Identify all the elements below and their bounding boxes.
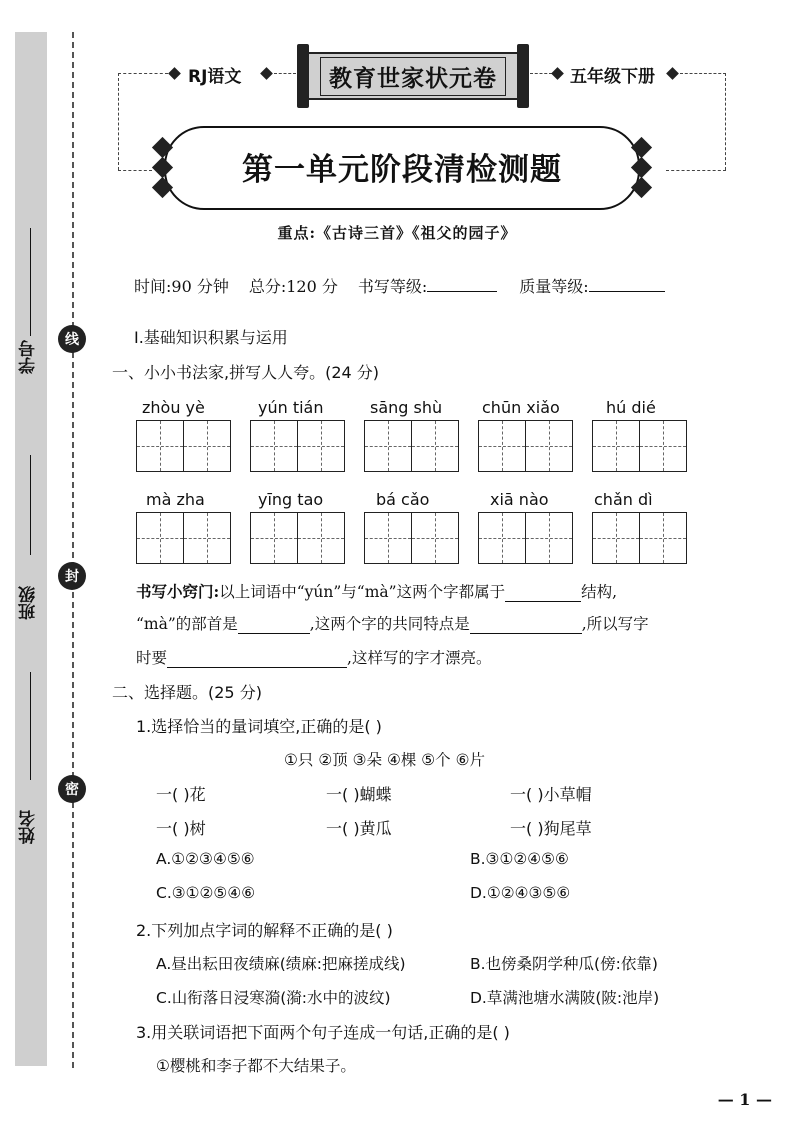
fill-item[interactable]: 一( )花: [156, 785, 206, 804]
class-label: 班级: [19, 586, 39, 620]
scroll-body: [307, 52, 519, 100]
header-rule: [530, 73, 552, 74]
cut-line: [72, 32, 74, 1068]
tip-text: 以上词语中“yún”与“mà”这两个字都属于: [219, 583, 506, 601]
question-3-sentence-1: ①樱桃和李子都不大结果子。: [156, 1057, 356, 1075]
writing-grid-cell[interactable]: [592, 420, 640, 472]
writing-grid-cell[interactable]: [478, 512, 526, 564]
writing-grid-cell[interactable]: [297, 420, 345, 472]
writing-grid-cell[interactable]: [297, 512, 345, 564]
header-vrule-right: [725, 73, 726, 170]
option-a[interactable]: A.①②③④⑤⑥: [156, 850, 255, 868]
pinyin-label: sāng shù: [370, 398, 443, 417]
student-no-label: 学号: [19, 340, 39, 374]
fill-item[interactable]: 一( )蝴蝶: [326, 785, 392, 804]
question-2-stem: 2.下列加点字词的解释不正确的是( ): [136, 921, 393, 940]
header-rule-right: [680, 73, 726, 74]
diamond-icon: [260, 67, 273, 80]
seal-line-mark: 线: [58, 325, 86, 353]
quality-grade-label: 质量等级:: [519, 277, 589, 296]
part1-title: Ⅰ.基础知识积累与运用: [134, 328, 288, 347]
fill-item[interactable]: 一( )狗尾草: [510, 819, 592, 838]
scroll-rod-right: [517, 44, 529, 108]
tip-text: ,这两个字的共同特点是: [309, 615, 470, 633]
tip-text: 时要: [136, 649, 168, 667]
pinyin-label: mà zha: [146, 490, 205, 509]
tip-blank-radical[interactable]: [238, 616, 310, 634]
option-a[interactable]: A.昼出耘田夜绩麻(绩麻:把麻搓成线): [156, 955, 406, 973]
score-info: 总分:120 分: [248, 277, 338, 296]
question-1-stem: 1.选择恰当的量词填空,正确的是( ): [136, 717, 382, 736]
page-title: 第一单元阶段清检测题: [242, 152, 562, 188]
quality-grade-field[interactable]: [589, 274, 665, 292]
writing-grid-cell[interactable]: [250, 512, 298, 564]
series-title: 教育世家状元卷: [320, 57, 506, 96]
writing-grid-cell[interactable]: [136, 420, 184, 472]
tip-blank-method[interactable]: [167, 650, 347, 668]
header-rule: [274, 73, 296, 74]
student-no-field[interactable]: [30, 228, 31, 336]
tip-text: 结构,: [581, 583, 618, 601]
writing-grade-field[interactable]: [427, 274, 497, 292]
writing-grid-cell[interactable]: [478, 420, 526, 472]
tip-text: “mà”的部首是: [136, 615, 238, 633]
writing-grade-label: 书写等级:: [357, 277, 428, 296]
diamond-icon: [666, 67, 679, 80]
option-b[interactable]: B.③①②④⑤⑥: [470, 850, 569, 868]
writing-grid-cell[interactable]: [592, 512, 640, 564]
header-vrule-left: [118, 73, 119, 170]
section2-title: 二、选择题。(25 分): [112, 683, 262, 702]
diamond-icon: [168, 67, 181, 80]
tip-label: 书写小窍门:: [136, 582, 220, 601]
pinyin-label: xiā nào: [490, 490, 549, 509]
option-b[interactable]: B.也傍桑阴学种瓜(傍:依靠): [470, 955, 658, 973]
writing-grid-cell[interactable]: [525, 512, 573, 564]
tip-text: ,所以写字: [581, 615, 649, 633]
writing-grid-cell[interactable]: [411, 512, 459, 564]
tip-line-2: [136, 612, 649, 634]
header-rule-left: [118, 73, 168, 74]
exam-info: [134, 274, 665, 297]
writing-grid-cell[interactable]: [250, 420, 298, 472]
grade-tag: 五年级下册: [570, 67, 655, 87]
tip-blank-feature[interactable]: [470, 616, 582, 634]
pinyin-label: zhòu yè: [142, 398, 205, 417]
writing-grid-cell[interactable]: [183, 512, 231, 564]
header-rule-left-low: [118, 170, 152, 171]
time-info: 时间:90 分钟: [134, 277, 229, 296]
option-d[interactable]: D.草满池塘水满陂(陂:池岸): [470, 989, 660, 1007]
fill-item[interactable]: 一( )树: [156, 819, 206, 838]
name-field[interactable]: [30, 672, 31, 780]
subject-tag: RJ语文: [188, 67, 242, 87]
writing-grid-cell[interactable]: [364, 420, 412, 472]
writing-grid-cell[interactable]: [525, 420, 573, 472]
pinyin-label: yīng tao: [258, 490, 324, 509]
tip-text: ,这样写的字才漂亮。: [347, 649, 492, 667]
writing-grid-cell[interactable]: [183, 420, 231, 472]
writing-grid-cell[interactable]: [411, 420, 459, 472]
fill-item[interactable]: 一( )黄瓜: [326, 819, 392, 838]
seal-dense-mark: 密: [58, 775, 86, 803]
pinyin-label: chǎn dì: [594, 490, 653, 509]
page-number: — 1 —: [717, 1090, 772, 1109]
pinyin-label: chūn xiǎo: [482, 398, 560, 417]
tip-line-3: [136, 646, 491, 668]
option-c[interactable]: C.③①②⑤④⑥: [156, 884, 256, 902]
writing-grid-cell[interactable]: [364, 512, 412, 564]
measure-word-choices: ①只 ②顶 ③朵 ④棵 ⑤个 ⑥片: [284, 751, 486, 769]
binding-strip: [15, 32, 47, 1066]
option-c[interactable]: C.山衔落日浸寒漪(漪:水中的波纹): [156, 989, 391, 1007]
diamond-icon: [551, 67, 564, 80]
writing-grid-cell[interactable]: [136, 512, 184, 564]
writing-grid-cell[interactable]: [639, 420, 687, 472]
writing-grid-cell[interactable]: [639, 512, 687, 564]
header-rule-right-low: [666, 170, 726, 171]
pinyin-label: yún tián: [258, 398, 324, 417]
pinyin-label: bá cǎo: [376, 490, 430, 509]
seal-seal-mark: 封: [58, 562, 86, 590]
fill-item[interactable]: 一( )小草帽: [510, 785, 592, 804]
option-d[interactable]: D.①②④③⑤⑥: [470, 884, 571, 902]
pinyin-label: hú dié: [606, 398, 656, 417]
scroll-title-badge: [297, 44, 529, 108]
tip-blank-structure[interactable]: [505, 584, 581, 602]
tip-line-1: [136, 580, 617, 602]
name-label: 姓名: [19, 810, 39, 844]
class-field[interactable]: [30, 455, 31, 555]
focus-line: 重点:《古诗三首》《祖父的园子》: [277, 224, 517, 242]
section1-title: 一、小小书法家,拼写人人夸。(24 分): [112, 363, 380, 382]
question-3-stem: 3.用关联词语把下面两个句子连成一句话,正确的是( ): [136, 1023, 510, 1042]
